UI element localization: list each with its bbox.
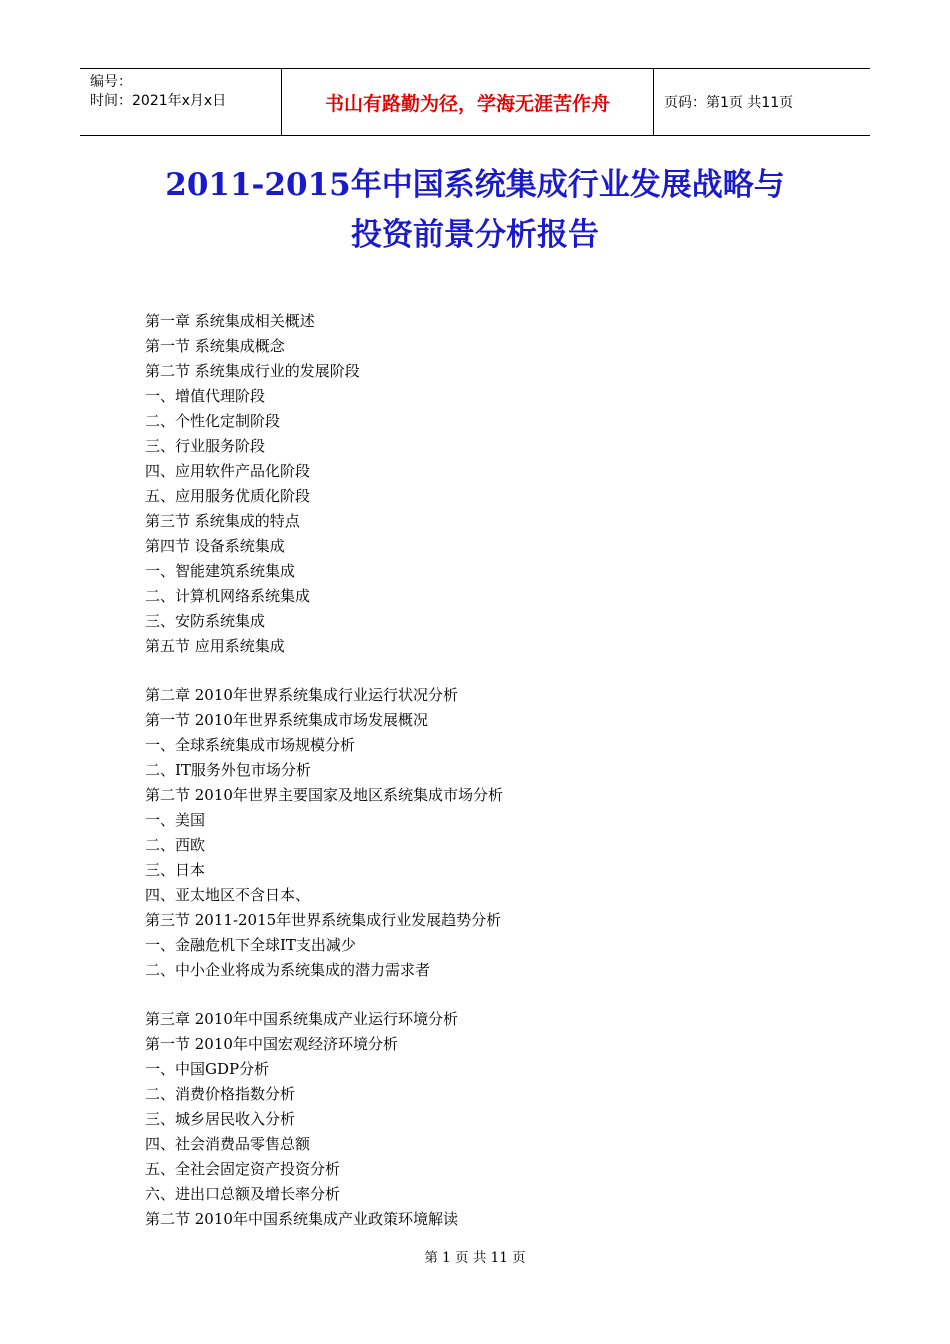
toc-entry: 第一节 2010年世界系统集成市场发展概况 [145, 711, 428, 729]
toc-chapter-2 [145, 683, 845, 983]
toc-entry: 三、城乡居民收入分析 [145, 1110, 296, 1128]
toc-entry: 第三章 2010年中国系统集成产业运行环境分析 [145, 1010, 458, 1028]
header-motto: 书山有路勤为径，学海无涯苦作舟 [281, 69, 654, 135]
toc-entry: 二、IT服务外包市场分析 [145, 761, 311, 779]
header-meta [80, 69, 281, 135]
toc-entry: 第三节 系统集成的特点 [145, 512, 300, 530]
toc-entry: 第二节 系统集成行业的发展阶段 [145, 362, 360, 380]
title-line-1: 2011-2015年中国系统集成行业发展战略与 [165, 167, 785, 203]
toc-entry: 三、行业服务阶段 [145, 437, 266, 455]
toc-entry: 二、计算机网络系统集成 [145, 587, 311, 605]
toc-entry: 四、社会消费品零售总额 [145, 1135, 311, 1153]
toc-entry: 二、中小企业将成为系统集成的潜力需求者 [145, 961, 431, 979]
toc-entry: 一、全球系统集成市场规模分析 [145, 736, 356, 754]
date-label: 时间：2021年x月x日 [90, 93, 227, 109]
page-header [80, 68, 870, 136]
toc-entry: 第一节 2010年中国宏观经济环境分析 [145, 1035, 398, 1053]
toc-chapter-3 [145, 1007, 845, 1232]
toc-entry: 三、安防系统集成 [145, 612, 266, 630]
toc-entry: 三、日本 [145, 861, 206, 879]
toc-entry: 第四节 设备系统集成 [145, 537, 285, 555]
toc-entry: 一、智能建筑系统集成 [145, 562, 296, 580]
header-page-info: 页码：第1页 共11页 [664, 95, 794, 111]
toc-entry: 二、个性化定制阶段 [145, 412, 281, 430]
serial-number-label: 编号： [90, 74, 132, 90]
toc-entry: 一、中国GDP分析 [145, 1060, 270, 1078]
page-footer: 第 1 页 共 11 页 [424, 1250, 526, 1266]
toc-entry: 第二章 2010年世界系统集成行业运行状况分析 [145, 686, 458, 704]
document-title [0, 160, 950, 260]
toc-entry: 四、亚太地区不含日本、 [145, 886, 311, 904]
toc-entry: 六、进出口总额及增长率分析 [145, 1185, 341, 1203]
toc-entry: 一、增值代理阶段 [145, 387, 266, 405]
toc-chapter-1 [145, 309, 845, 659]
toc-entry: 第二节 2010年世界主要国家及地区系统集成市场分析 [145, 786, 503, 804]
toc-entry: 第五节 应用系统集成 [145, 637, 285, 655]
toc-entry: 第二节 2010年中国系统集成产业政策环境解读 [145, 1210, 458, 1228]
table-of-contents [145, 309, 845, 1256]
toc-entry: 五、全社会固定资产投资分析 [145, 1160, 341, 1178]
toc-entry: 一、美国 [145, 811, 206, 829]
toc-entry: 第三节 2011-2015年世界系统集成行业发展趋势分析 [145, 911, 502, 929]
toc-entry: 第一节 系统集成概念 [145, 337, 285, 355]
title-line-2: 投资前景分析报告 [351, 217, 599, 253]
toc-entry: 第一章 系统集成相关概述 [145, 312, 315, 330]
toc-entry: 二、消费价格指数分析 [145, 1085, 296, 1103]
toc-entry: 二、西欧 [145, 836, 206, 854]
toc-entry: 五、应用服务优质化阶段 [145, 487, 311, 505]
toc-entry: 一、金融危机下全球IT支出减少 [145, 936, 356, 954]
toc-entry: 四、应用软件产品化阶段 [145, 462, 311, 480]
